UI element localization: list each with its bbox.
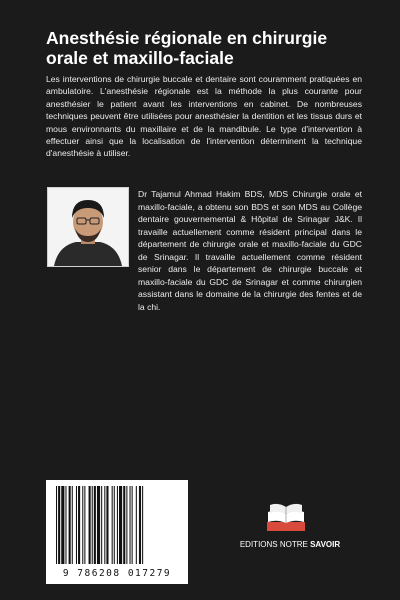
barcode-digits: 9 786208 017279 <box>62 568 172 579</box>
barcode-bar <box>114 486 115 564</box>
barcode-bars <box>56 486 178 566</box>
author-portrait-icon <box>48 188 128 266</box>
barcode-bar <box>123 486 125 564</box>
open-book-logo-icon <box>264 500 308 536</box>
barcode-bar <box>97 486 100 564</box>
barcode-bar <box>65 486 66 564</box>
barcode-bar <box>112 486 113 564</box>
barcode-bar <box>84 486 85 564</box>
barcode-bar <box>117 486 118 564</box>
barcode-bar <box>106 486 108 564</box>
barcode-bar <box>139 486 141 564</box>
book-title: Anesthésie régionale en chirurgie orale et maxillo-faciale <box>46 28 328 68</box>
isbn-barcode <box>46 480 188 584</box>
barcode-bar <box>119 486 122 564</box>
barcode-bar <box>126 486 127 564</box>
author-photo <box>47 187 129 267</box>
barcode-bar <box>101 486 102 564</box>
barcode-bar <box>61 486 64 564</box>
barcode-bar <box>72 486 73 564</box>
barcode-bar <box>136 486 137 564</box>
barcode-bar <box>78 486 80 564</box>
barcode-bar <box>58 486 60 564</box>
barcode-bar <box>69 486 71 564</box>
barcode-bar <box>104 486 105 564</box>
barcode-bar <box>56 486 57 564</box>
barcode-bar <box>142 486 143 564</box>
barcode-bar <box>89 486 91 564</box>
publisher-name: EDITIONS NOTRE SAVOIR <box>239 540 341 549</box>
book-summary: Les interventions de chirurgie buccale et dentaire sont couramment pratiquées en ambulatoire. L'anesthésie régionale est la méthode la plus courante pour anesthésier le patient avant les interventions en cabinet. De nombreuses techniques peuvent être utilisées pour anesthésier la dentition et les tissus durs et mous environnants du maxillaire et de la mandibule. Le type d'intervention à effectuer ainsi que la localisation de l'intervention déterminent la technique d'anesthésie à utiliser. <box>46 74 362 159</box>
barcode-bar <box>92 486 93 564</box>
barcode-bar <box>94 486 96 564</box>
barcode-bar <box>130 486 131 564</box>
barcode-bar <box>82 486 83 564</box>
author-biography: Dr Tajamul Ahmad Hakim BDS, MDS Chirurgie orale et maxillo-faciale, a obtenu son BDS et son MDS au Collège dentaire gouvernemental & Hôpital de Srinagar J&K. Il travaille actuellement comme résident principal dans le département de chirurgie orale et maxillo-faciale du GDC de Srinagar. Il travaille actuellement comme résident senior dans le département de chirurgie buccale et maxillo-faciale du GDC de Srinagar et comme chirurgien assistant dans le domaine de la chirurgie des fentes et de la chi. <box>138 189 362 312</box>
barcode-bar <box>76 486 77 564</box>
barcode-bar <box>132 486 133 564</box>
